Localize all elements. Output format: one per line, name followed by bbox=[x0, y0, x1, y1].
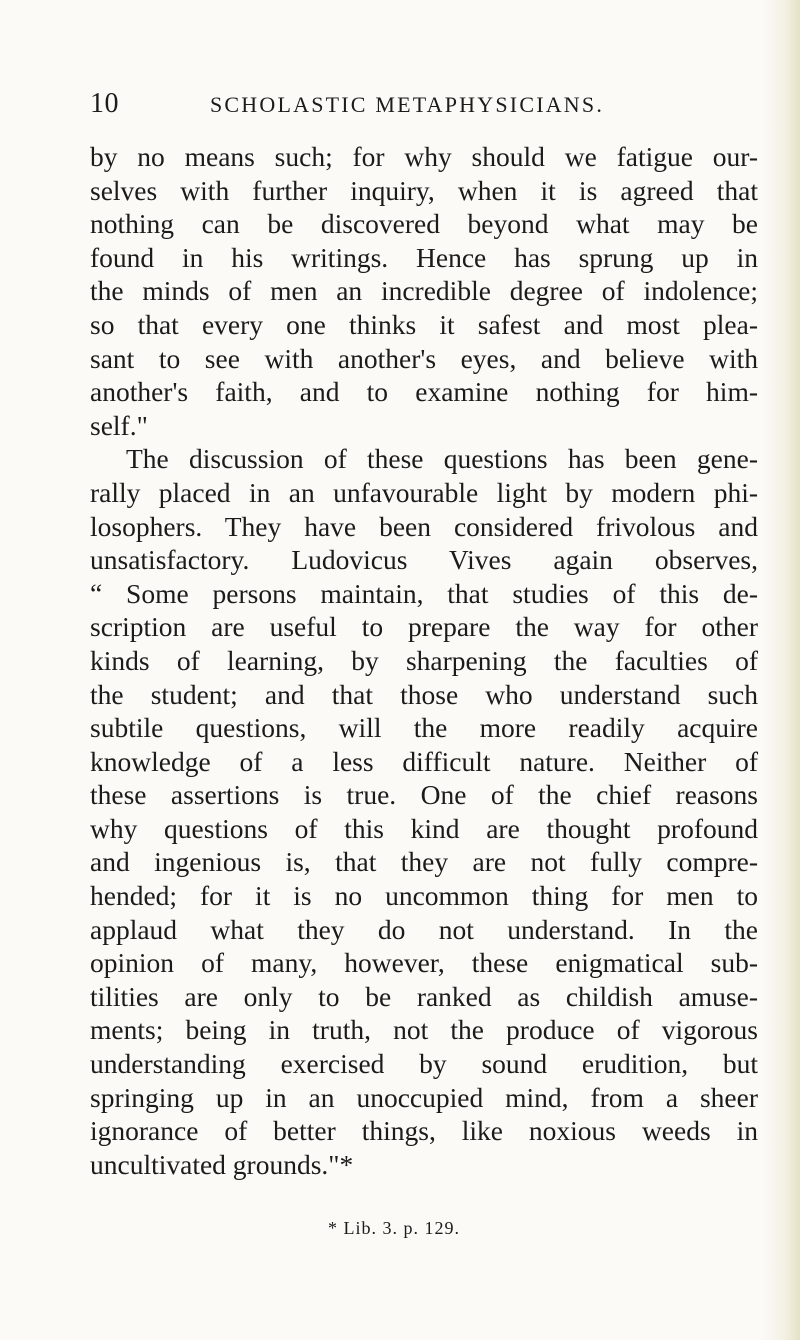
text-line: tilities are only to be ranked as childish amuse- bbox=[90, 980, 758, 1012]
text-line: self." bbox=[90, 409, 148, 441]
text-line: rally placed in an unfavourable light by modern phi- bbox=[90, 476, 758, 508]
running-head bbox=[90, 88, 770, 118]
text-line: scription are useful to prepare the way for other bbox=[90, 611, 758, 643]
paragraph-1 bbox=[90, 140, 758, 442]
text-line: “ Some persons maintain, that studies of this de- bbox=[90, 577, 758, 609]
text-line: ments; being in truth, not the produce of vigorous bbox=[90, 1014, 758, 1046]
text-line: the student; and that those who understand such bbox=[90, 678, 758, 710]
text-line: losophers. They have been considered frivolous and bbox=[90, 510, 758, 542]
text-line: springing up in an unoccupied mind, from a sheer bbox=[90, 1081, 758, 1113]
body-text bbox=[90, 140, 758, 1181]
text-line: hended; for it is no uncommon thing for men to bbox=[90, 880, 758, 912]
text-line: opinion of many, however, these enigmatical sub- bbox=[90, 947, 758, 979]
text-line: the minds of men an incredible degree of indolence; bbox=[90, 275, 758, 307]
text-line: ignorance of better things, like noxious weeds in bbox=[90, 1115, 758, 1147]
text-line: why questions of this kind are thought profound bbox=[90, 812, 758, 844]
paragraph-2 bbox=[90, 442, 758, 1181]
text-line: by no means such; for why should we fatigue our- bbox=[90, 141, 758, 172]
text-line: understanding exercised by sound erudition, but bbox=[90, 1048, 758, 1080]
text-line: found in his writings. Hence has sprung up in bbox=[90, 241, 758, 273]
page-number: 10 bbox=[90, 88, 119, 119]
text-line: unsatisfactory. Ludovicus Vives again observes, bbox=[90, 544, 758, 576]
text-line: sant to see with another's eyes, and believe with bbox=[90, 342, 758, 374]
text-line: subtile questions, will the more readily acquire bbox=[90, 712, 758, 744]
text-line: and ingenious is, that they are not fully compre- bbox=[90, 846, 758, 878]
footnote: * Lib. 3. p. 129. bbox=[328, 1218, 460, 1238]
running-title: SCHOLASTIC METAPHYSICIANS. bbox=[210, 92, 605, 117]
text-line: kinds of learning, by sharpening the faculties of bbox=[90, 644, 758, 676]
text-line: uncultivated grounds."* bbox=[90, 1148, 354, 1180]
text-line: these assertions is true. One of the chief reasons bbox=[90, 779, 758, 811]
text-line: so that every one thinks it safest and most plea- bbox=[90, 308, 758, 340]
text-line: knowledge of a less difficult nature. Neither of bbox=[90, 745, 758, 777]
text-line: applaud what they do not understand. In the bbox=[90, 913, 758, 945]
text-line: another's faith, and to examine nothing for him- bbox=[90, 376, 758, 408]
text-line: nothing can be discovered beyond what may be bbox=[90, 208, 758, 240]
text-line: The discussion of these questions has been gene- bbox=[126, 443, 758, 475]
text-line: selves with further inquiry, when it is agreed that bbox=[90, 174, 758, 206]
page-edge-shading bbox=[762, 0, 800, 1340]
